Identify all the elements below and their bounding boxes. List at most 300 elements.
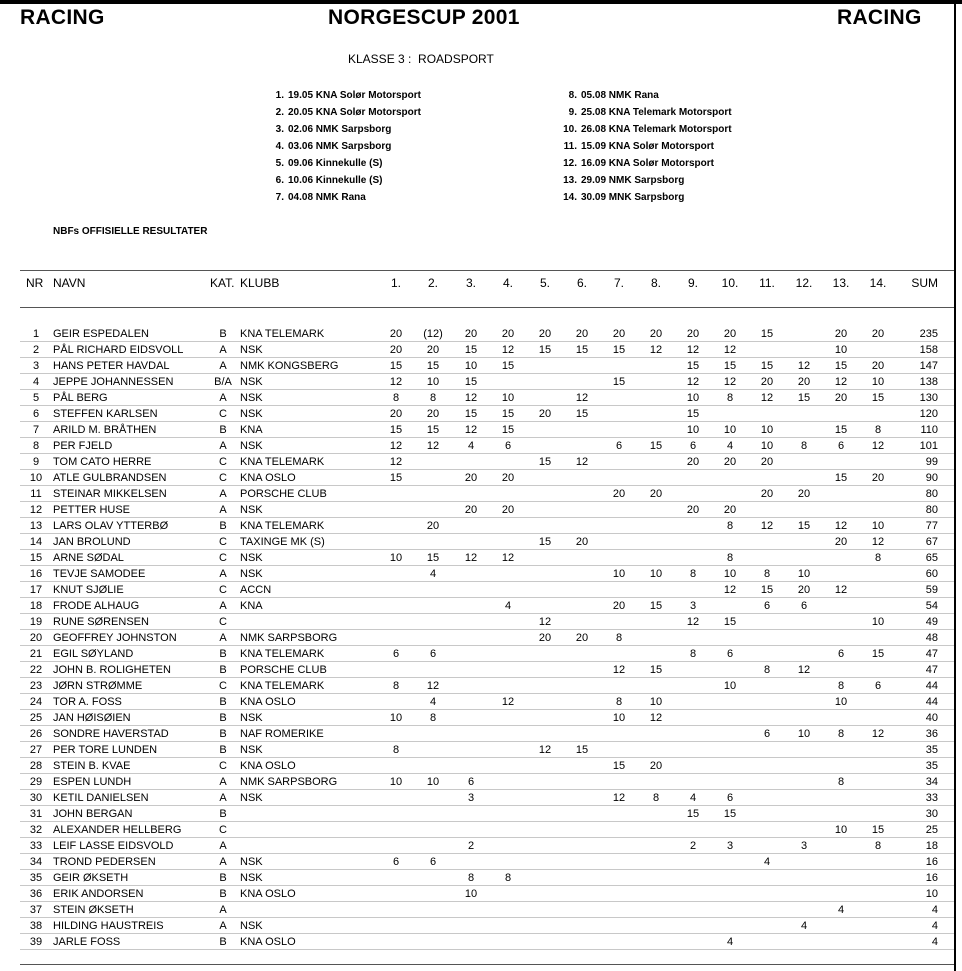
score-cell: 4 — [726, 440, 734, 452]
score-cell: 8 — [392, 392, 400, 404]
sum-cell: 138 — [919, 376, 938, 388]
score-cell: 6 — [689, 440, 697, 452]
score-cell: 6 — [615, 440, 623, 452]
score-cell: 12 — [834, 376, 848, 388]
score-cell: 10 — [389, 712, 403, 724]
race-number: 14. — [563, 192, 577, 203]
rank-cell: 33 — [29, 840, 43, 852]
race-col-header: 9. — [687, 276, 699, 290]
score-cell: 8 — [652, 792, 660, 804]
club-cell: NSK — [240, 712, 263, 724]
score-cell: 20 — [871, 360, 885, 372]
score-cell: 15 — [501, 408, 515, 420]
score-cell: 10 — [723, 568, 737, 580]
race-number: 13. — [563, 175, 577, 186]
category-cell: C — [219, 552, 227, 564]
club-cell: NSK — [240, 392, 263, 404]
rank-cell: 4 — [32, 376, 40, 388]
table-row — [20, 470, 954, 486]
score-cell: 15 — [389, 360, 403, 372]
race-number: 2. — [275, 107, 284, 118]
score-cell: 15 — [760, 584, 774, 596]
score-cell: 15 — [538, 344, 552, 356]
klasse-label: KLASSE 3 : ROADSPORT — [348, 52, 494, 66]
score-cell: 15 — [464, 376, 478, 388]
score-cell: 20 — [501, 504, 515, 516]
score-cell: 12 — [464, 424, 478, 436]
score-cell: 15 — [612, 344, 626, 356]
score-cell: 15 — [649, 600, 663, 612]
rank-cell: 27 — [29, 744, 43, 756]
score-cell: 10 — [871, 616, 885, 628]
score-cell: 10 — [871, 376, 885, 388]
race-number: 11. — [563, 141, 577, 152]
driver-name-cell: ESPEN LUNDH — [53, 776, 132, 788]
score-cell: 20 — [538, 328, 552, 340]
race-col-header: 14. — [869, 276, 887, 290]
score-cell: 10 — [797, 728, 811, 740]
rank-cell: 17 — [29, 584, 43, 596]
score-cell: 20 — [612, 328, 626, 340]
race-col-header: 11. — [759, 276, 775, 290]
table-row — [20, 854, 954, 870]
table-row — [20, 806, 954, 822]
category-cell: C — [219, 616, 227, 628]
category-cell: A — [219, 360, 227, 372]
club-cell: NAF ROMERIKE — [240, 728, 324, 740]
table-row — [20, 646, 954, 662]
score-cell: 2 — [467, 840, 475, 852]
score-cell: 12 — [575, 392, 589, 404]
table-row — [20, 758, 954, 774]
race-number: 9. — [568, 107, 577, 118]
race-text: 15.09 KNA Solør Motorsport — [581, 141, 714, 152]
score-cell: 20 — [612, 488, 626, 500]
category-cell: C — [219, 408, 227, 420]
race-number: 10. — [563, 124, 577, 135]
sum-cell: 30 — [925, 808, 938, 820]
score-cell: 6 — [800, 600, 808, 612]
rank-cell: 23 — [29, 680, 43, 692]
score-cell: 12 — [834, 520, 848, 532]
table-row — [20, 742, 954, 758]
driver-name-cell: LEIF LASSE EIDSVOLD — [53, 840, 174, 852]
table-row — [20, 454, 954, 470]
score-cell: 15 — [612, 376, 626, 388]
race-entry — [563, 174, 685, 191]
score-cell: (12) — [423, 328, 443, 340]
score-cell: 8 — [726, 552, 734, 564]
club-col-header: KLUBB — [240, 276, 280, 290]
score-cell: 15 — [723, 616, 737, 628]
category-cell: A — [219, 440, 227, 452]
table-row — [20, 326, 954, 342]
score-cell: 12 — [760, 520, 774, 532]
sum-cell: 47 — [925, 648, 938, 660]
score-cell: 15 — [871, 392, 885, 404]
score-cell: 15 — [834, 424, 848, 436]
score-cell: 20 — [760, 456, 774, 468]
club-cell: KNA TELEMARK — [240, 648, 325, 660]
score-cell: 10 — [426, 376, 440, 388]
score-cell: 6 — [467, 776, 475, 788]
sum-cell: 120 — [919, 408, 938, 420]
rank-cell: 36 — [29, 888, 43, 900]
driver-name-cell: JAN BROLUND — [53, 536, 131, 548]
driver-name-cell: JARLE FOSS — [53, 936, 121, 948]
driver-name-cell: STEIN ØKSETH — [53, 904, 134, 916]
score-cell: 15 — [575, 408, 589, 420]
score-cell: 12 — [464, 392, 478, 404]
driver-name-cell: PÅL RICHARD EIDSVOLL — [53, 344, 184, 356]
category-cell: A — [219, 904, 227, 916]
category-cell: B — [219, 424, 227, 436]
sum-cell: 90 — [925, 472, 938, 484]
score-cell: 12 — [871, 440, 885, 452]
score-cell: 12 — [797, 360, 811, 372]
score-cell: 10 — [464, 888, 478, 900]
race-col-header: 3. — [465, 276, 477, 290]
driver-name-cell: JOHN BERGAN — [53, 808, 133, 820]
driver-name-cell: PER TORE LUNDEN — [53, 744, 158, 756]
driver-name-cell: HANS PETER HAVDAL — [53, 360, 170, 372]
score-cell: 4 — [837, 904, 845, 916]
name-col-header: NAVN — [53, 276, 86, 290]
table-row — [20, 406, 954, 422]
race-entry — [275, 123, 392, 140]
category-cell: A — [219, 488, 227, 500]
sum-cell: 44 — [925, 680, 938, 692]
sum-cell: 60 — [925, 568, 938, 580]
score-cell: 12 — [649, 344, 663, 356]
club-cell: KNA OSLO — [240, 472, 296, 484]
club-cell: NSK — [240, 344, 263, 356]
category-cell: A — [219, 792, 227, 804]
score-cell: 10 — [723, 680, 737, 692]
driver-name-cell: ERIK ANDORSEN — [53, 888, 144, 900]
club-cell: TAXINGE MK (S) — [240, 536, 325, 548]
score-cell: 4 — [467, 440, 475, 452]
rank-cell: 14 — [29, 536, 43, 548]
score-cell: 10 — [834, 824, 848, 836]
score-cell: 3 — [689, 600, 697, 612]
score-cell: 20 — [834, 328, 848, 340]
score-cell: 10 — [464, 360, 478, 372]
sum-cell: 158 — [919, 344, 938, 356]
race-text: 05.08 NMK Rana — [581, 90, 659, 101]
table-row — [20, 358, 954, 374]
category-cell: B — [219, 696, 227, 708]
table-row — [20, 598, 954, 614]
sum-cell: 35 — [925, 760, 938, 772]
race-entry — [563, 123, 732, 140]
score-cell: 8 — [504, 872, 512, 884]
score-cell: 20 — [760, 488, 774, 500]
score-cell: 20 — [797, 488, 811, 500]
category-cell: A — [219, 600, 227, 612]
race-text: 02.06 NMK Sarpsborg — [288, 124, 392, 135]
rank-cell: 11 — [30, 488, 42, 500]
table-row — [20, 422, 954, 438]
score-cell: 15 — [426, 552, 440, 564]
sum-cell: 110 — [920, 424, 938, 436]
score-cell: 12 — [389, 456, 403, 468]
category-cell: C — [219, 760, 227, 772]
sum-cell: 59 — [925, 584, 938, 596]
race-text: 09.06 Kinnekulle (S) — [288, 158, 383, 169]
score-cell: 15 — [797, 392, 811, 404]
driver-name-cell: STEINAR MIKKELSEN — [53, 488, 167, 500]
table-row — [20, 870, 954, 886]
score-cell: 10 — [760, 440, 774, 452]
score-cell: 4 — [800, 920, 808, 932]
sum-cell: 16 — [925, 856, 938, 868]
score-cell: 3 — [800, 840, 808, 852]
table-row — [20, 822, 954, 838]
category-cell: C — [219, 824, 227, 836]
category-cell: C — [219, 456, 227, 468]
table-row — [20, 502, 954, 518]
score-cell: 12 — [649, 712, 663, 724]
race-col-header: 5. — [539, 276, 551, 290]
rank-cell: 9 — [32, 456, 40, 468]
score-cell: 20 — [464, 472, 478, 484]
score-cell: 12 — [871, 536, 885, 548]
rank-cell: 37 — [29, 904, 43, 916]
race-col-header: 6. — [576, 276, 588, 290]
sum-cell: 4 — [931, 936, 938, 948]
score-cell: 12 — [723, 584, 737, 596]
category-cell: A — [219, 920, 227, 932]
score-cell: 20 — [426, 520, 440, 532]
score-cell: 8 — [429, 712, 437, 724]
score-cell: 15 — [464, 408, 478, 420]
driver-name-cell: GEIR ESPEDALEN — [53, 328, 149, 340]
rank-cell: 29 — [29, 776, 43, 788]
club-cell: NSK — [240, 504, 263, 516]
category-cell: A — [219, 344, 227, 356]
score-cell: 10 — [501, 392, 515, 404]
category-cell: C — [219, 472, 227, 484]
top-border — [0, 0, 962, 4]
category-cell: B — [219, 712, 227, 724]
score-cell: 12 — [797, 664, 811, 676]
race-entry — [568, 106, 732, 123]
race-entry — [275, 191, 366, 208]
score-cell: 12 — [871, 728, 885, 740]
sum-cell: 99 — [925, 456, 938, 468]
rank-cell: 12 — [29, 504, 43, 516]
score-cell: 20 — [649, 328, 663, 340]
score-cell: 20 — [686, 328, 700, 340]
club-cell: NMK SARPSBORG — [240, 632, 338, 644]
club-cell: KNA TELEMARK — [240, 456, 325, 468]
sum-cell: 130 — [919, 392, 938, 404]
club-cell: NSK — [240, 376, 263, 388]
score-cell: 12 — [501, 344, 515, 356]
score-cell: 20 — [426, 408, 440, 420]
sum-cell: 54 — [925, 600, 938, 612]
nr-col-header: NR — [26, 276, 44, 290]
table-row — [20, 374, 954, 390]
table-row — [20, 934, 954, 950]
sum-cell: 80 — [925, 504, 938, 516]
rank-cell: 31 — [29, 808, 43, 820]
table-row — [20, 486, 954, 502]
race-text: 25.08 KNA Telemark Motorsport — [581, 107, 732, 118]
score-cell: 6 — [874, 680, 882, 692]
header-left-title: RACING — [20, 6, 105, 29]
score-cell: 8 — [800, 440, 808, 452]
driver-name-cell: ATLE GULBRANDSEN — [53, 472, 167, 484]
driver-name-cell: GEOFFREY JOHNSTON — [53, 632, 177, 644]
driver-name-cell: HILDING HAUSTREIS — [53, 920, 164, 932]
score-cell: 15 — [760, 360, 774, 372]
score-cell: 6 — [726, 792, 734, 804]
club-cell: KNA — [240, 600, 263, 612]
score-cell: 15 — [501, 424, 515, 436]
sum-cell: 34 — [925, 776, 938, 788]
category-cell: A — [219, 392, 227, 404]
score-cell: 8 — [874, 840, 882, 852]
score-cell: 10 — [389, 552, 403, 564]
driver-name-cell: EGIL SØYLAND — [53, 648, 134, 660]
sum-cell: 67 — [925, 536, 938, 548]
rank-cell: 39 — [29, 936, 43, 948]
race-text: 20.05 KNA Solør Motorsport — [288, 107, 421, 118]
row-divider — [20, 949, 954, 950]
score-cell: 8 — [689, 648, 697, 660]
score-cell: 8 — [689, 568, 697, 580]
score-cell: 3 — [467, 792, 475, 804]
score-cell: 15 — [426, 424, 440, 436]
rank-cell: 16 — [29, 568, 43, 580]
driver-name-cell: JEPPE JOHANNESSEN — [53, 376, 174, 388]
header-center-title: NORGESCUP 2001 — [328, 6, 520, 29]
score-cell: 10 — [723, 424, 737, 436]
score-cell: 20 — [723, 456, 737, 468]
score-cell: 15 — [797, 520, 811, 532]
rank-cell: 34 — [29, 856, 43, 868]
score-cell: 8 — [726, 392, 734, 404]
table-row — [20, 726, 954, 742]
score-cell: 15 — [834, 360, 848, 372]
rank-cell: 19 — [29, 616, 43, 628]
score-cell: 6 — [392, 856, 400, 868]
rank-cell: 21 — [29, 648, 43, 660]
score-cell: 15 — [760, 328, 774, 340]
sum-cell: 36 — [925, 728, 938, 740]
rank-cell: 35 — [29, 872, 43, 884]
race-text: 04.08 NMK Rana — [288, 192, 366, 203]
score-cell: 20 — [686, 504, 700, 516]
driver-name-cell: JØRN STRØMME — [53, 680, 143, 692]
score-cell: 12 — [389, 440, 403, 452]
sum-cell: 101 — [919, 440, 938, 452]
rank-cell: 25 — [29, 712, 43, 724]
rank-cell: 24 — [29, 696, 43, 708]
score-cell: 8 — [874, 424, 882, 436]
score-cell: 3 — [726, 840, 734, 852]
race-entry — [275, 140, 392, 157]
category-cell: C — [219, 536, 227, 548]
category-cell: B — [219, 744, 227, 756]
race-entry — [563, 140, 714, 157]
race-number: 1. — [275, 90, 284, 101]
score-cell: 15 — [686, 408, 700, 420]
score-cell: 15 — [612, 760, 626, 772]
category-cell: C — [219, 680, 227, 692]
score-cell: 8 — [874, 552, 882, 564]
score-cell: 20 — [426, 344, 440, 356]
club-cell: NSK — [240, 440, 263, 452]
score-cell: 12 — [760, 392, 774, 404]
category-cell: B — [219, 888, 227, 900]
score-cell: 15 — [686, 360, 700, 372]
score-cell: 12 — [723, 344, 737, 356]
sum-cell: 25 — [925, 824, 938, 836]
score-cell: 10 — [686, 392, 700, 404]
race-col-header: 7. — [613, 276, 625, 290]
score-cell: 12 — [834, 584, 848, 596]
driver-name-cell: STEFFEN KARLSEN — [53, 408, 158, 420]
score-cell: 12 — [575, 456, 589, 468]
driver-name-cell: PETTER HUSE — [53, 504, 131, 516]
score-cell: 12 — [426, 440, 440, 452]
rank-cell: 22 — [29, 664, 43, 676]
driver-name-cell: TROND PEDERSEN — [53, 856, 156, 868]
score-cell: 6 — [429, 856, 437, 868]
score-cell: 20 — [389, 408, 403, 420]
score-cell: 8 — [615, 696, 623, 708]
table-row — [20, 694, 954, 710]
category-cell: B — [219, 648, 227, 660]
score-cell: 4 — [689, 792, 697, 804]
category-cell: A — [219, 840, 227, 852]
score-cell: 12 — [501, 552, 515, 564]
sum-cell: 44 — [925, 696, 938, 708]
score-cell: 12 — [612, 792, 626, 804]
driver-name-cell: ARNE SØDAL — [53, 552, 124, 564]
score-cell: 20 — [871, 472, 885, 484]
score-cell: 20 — [575, 632, 589, 644]
score-cell: 20 — [538, 632, 552, 644]
category-cell: B — [219, 328, 227, 340]
score-cell: 15 — [871, 824, 885, 836]
table-bottom-rule — [20, 964, 954, 965]
sum-cell: 10 — [925, 888, 938, 900]
score-cell: 8 — [467, 872, 475, 884]
driver-name-cell: PER FJELD — [53, 440, 113, 452]
club-cell: KNA TELEMARK — [240, 520, 325, 532]
driver-name-cell: PÅL BERG — [53, 392, 108, 404]
category-cell: B — [219, 808, 227, 820]
sum-cell: 40 — [925, 712, 938, 724]
race-text: 30.09 MNK Sarpsborg — [581, 192, 685, 203]
score-cell: 12 — [426, 680, 440, 692]
rank-cell: 32 — [29, 824, 43, 836]
race-entry — [568, 89, 659, 106]
score-cell: 20 — [834, 536, 848, 548]
rank-cell: 2 — [32, 344, 40, 356]
club-cell: KNA OSLO — [240, 936, 296, 948]
sum-cell: 80 — [925, 488, 938, 500]
score-cell: 15 — [723, 360, 737, 372]
race-number: 5. — [275, 158, 284, 169]
club-cell: NSK — [240, 552, 263, 564]
score-cell: 12 — [686, 616, 700, 628]
driver-name-cell: GEIR ØKSETH — [53, 872, 129, 884]
